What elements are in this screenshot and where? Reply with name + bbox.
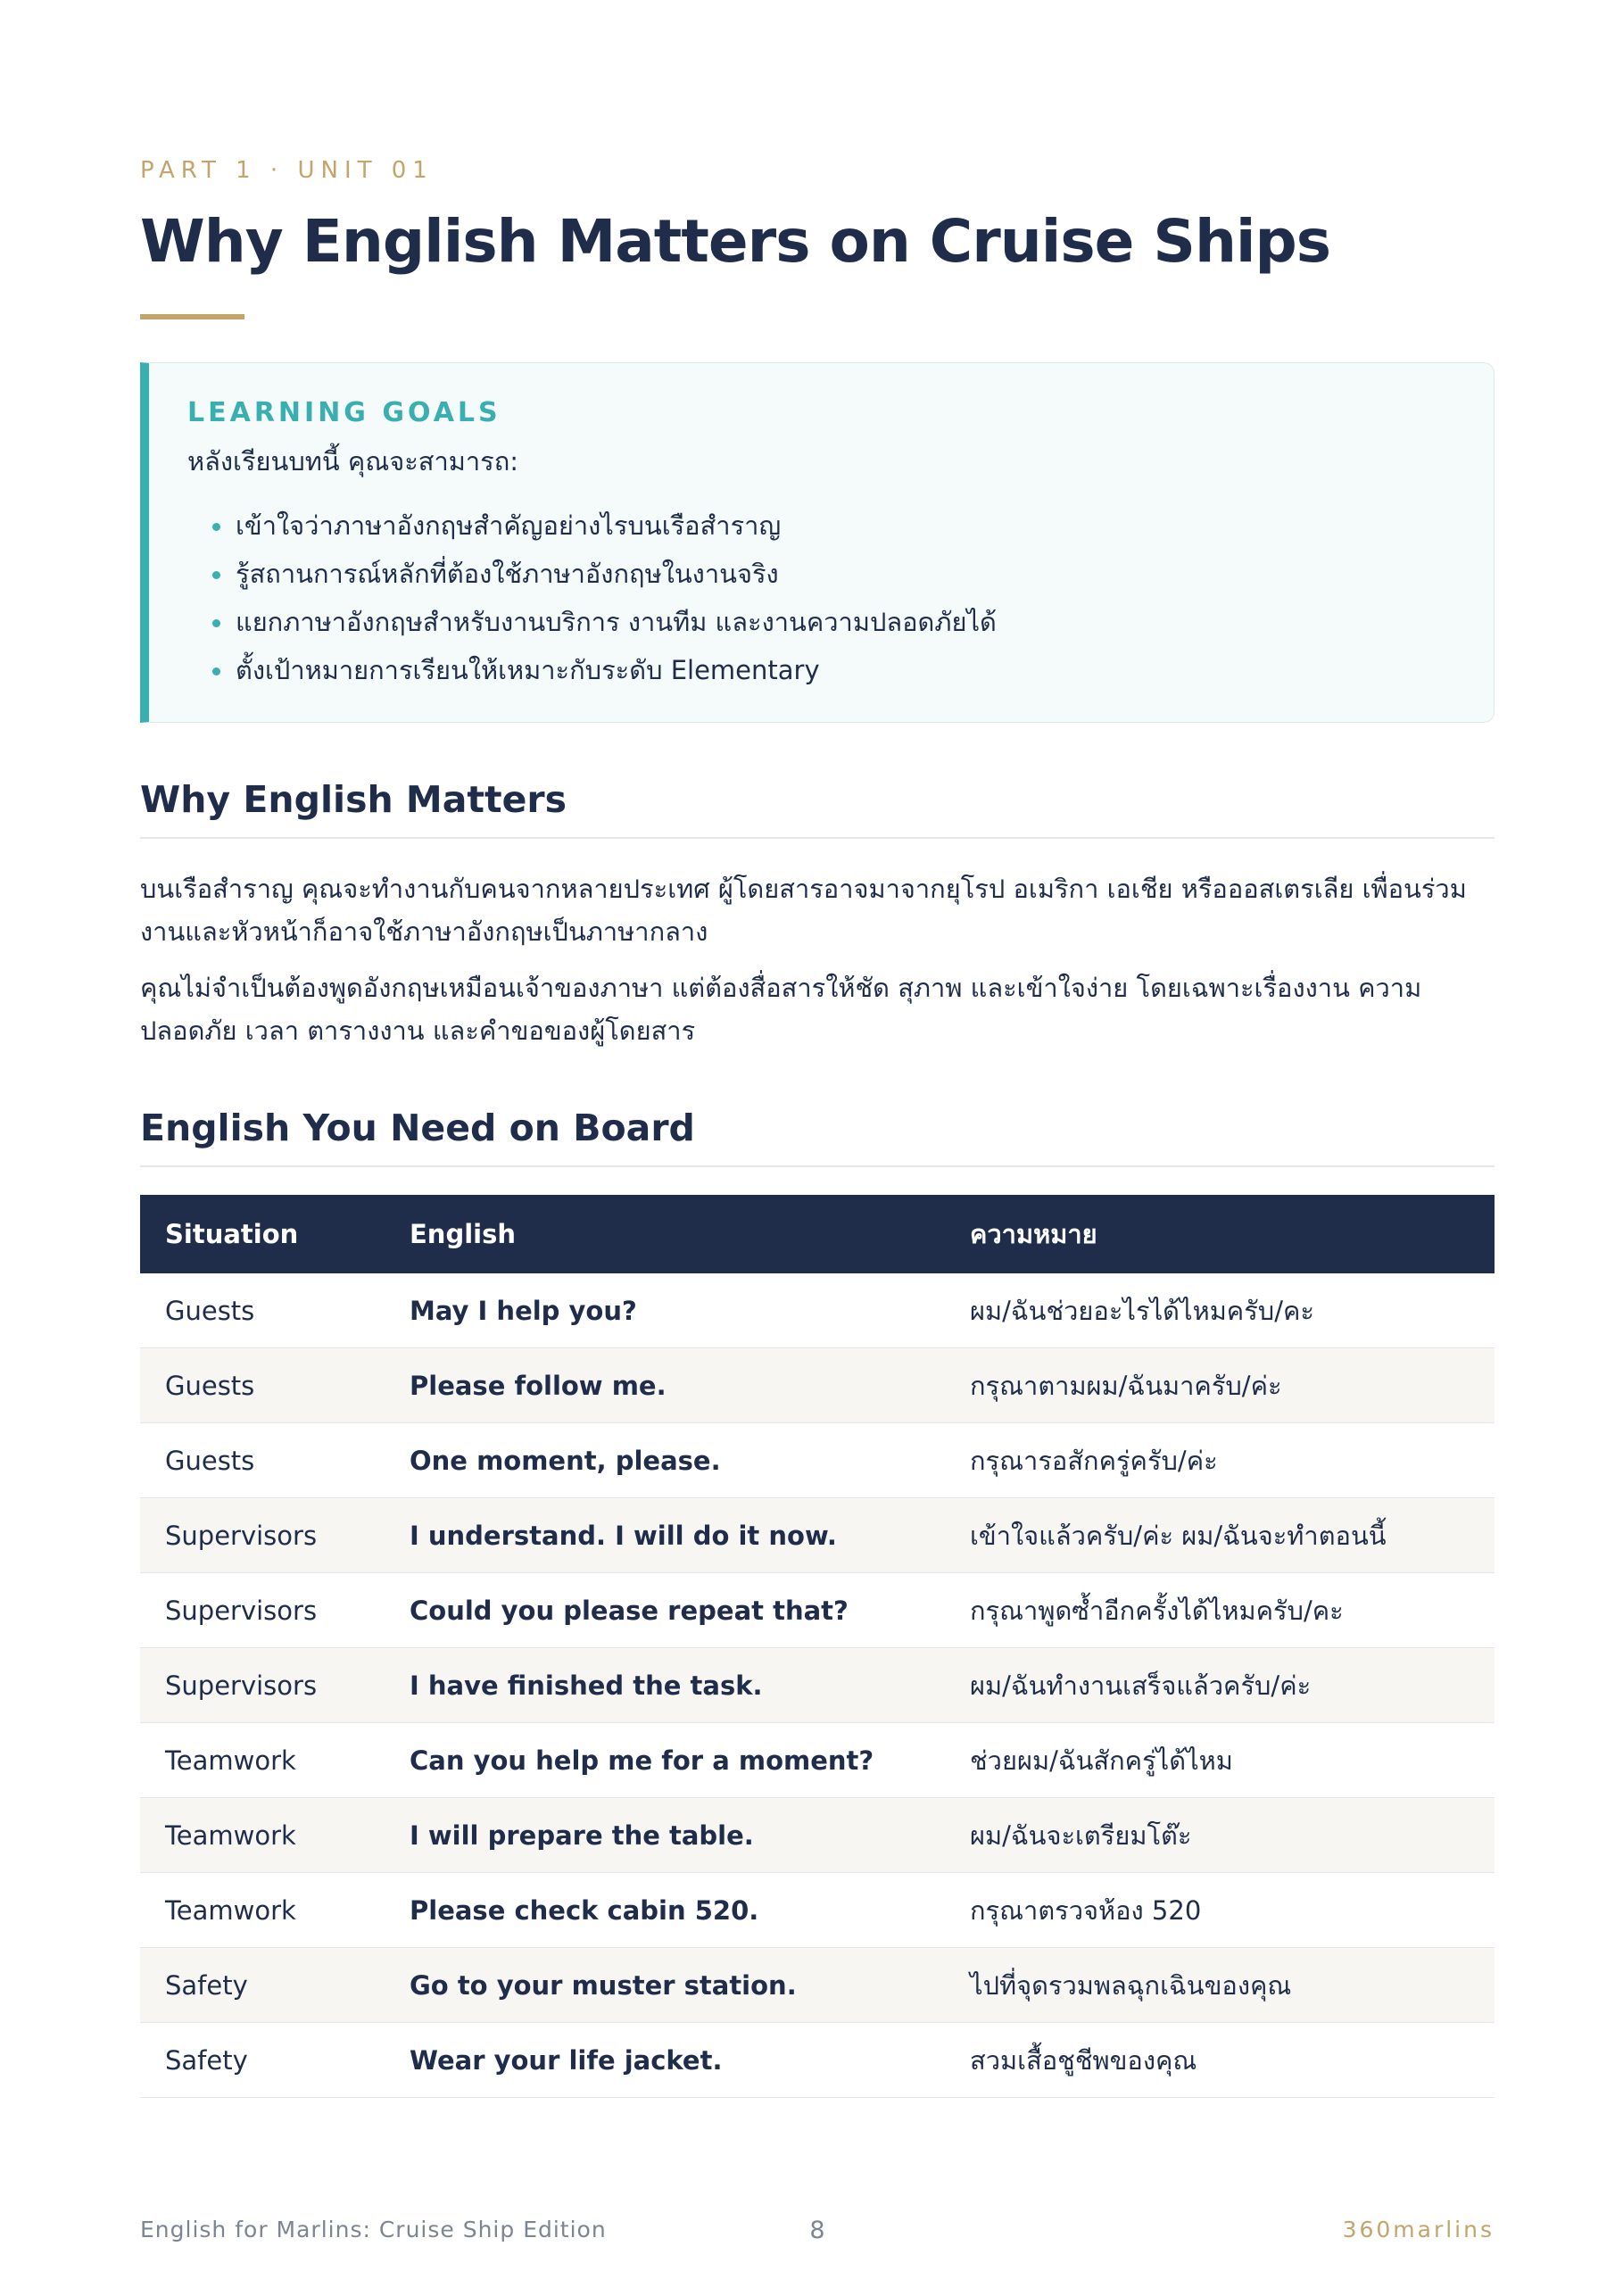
table-row (140, 1873, 1495, 1948)
cell-english: May I help you? (385, 1273, 945, 1348)
cell-situation: Safety (140, 1948, 385, 2023)
cell-meaning: สวมเสื้อชูชีพของคุณ (945, 2023, 1495, 2098)
paragraph: บนเรือสำราญ คุณจะทำงานกับคนจากหลายประเทศ ผู้โดยสารอาจมาจากยุโรป อเมริกา เอเชีย หรือออสเตรเลีย เพื่อนร่วมงานและหัวหน้าก็อาจใช้ภาษาอังกฤษเป็นภาษากลาง (140, 874, 1467, 947)
cell-english: I understand. I will do it now. (385, 1498, 945, 1573)
cell-english: Please follow me. (385, 1348, 945, 1423)
cell-meaning: ช่วยผม/ฉันสักครู่ได้ไหม (945, 1723, 1495, 1798)
table-row (140, 1573, 1495, 1648)
column-header-meaning: ความหมาย (945, 1195, 1495, 1273)
bullet-dot-icon (212, 571, 220, 579)
table-row (140, 1498, 1495, 1573)
table-row (140, 1948, 1495, 2023)
cell-situation: Safety (140, 2023, 385, 2098)
cell-meaning: กรุณารอสักครู่ครับ/ค่ะ (945, 1423, 1495, 1498)
cell-english: Could you please repeat that? (385, 1573, 945, 1648)
page-title: Why English Matters on Cruise Ships (140, 207, 1331, 276)
page-number: 8 (809, 2217, 825, 2244)
cell-english: Go to your muster station. (385, 1948, 945, 2023)
footer-book-title: English for Marlins: Cruise Ship Edition (140, 2217, 607, 2242)
cell-meaning: ผม/ฉันจะเตรียมโต๊ะ (945, 1798, 1495, 1873)
cell-meaning: ผม/ฉันช่วยอะไรได้ไหมครับ/คะ (945, 1273, 1495, 1348)
cell-situation: Teamwork (140, 1873, 385, 1948)
unit-kicker: PART 1 · UNIT 01 (140, 157, 434, 184)
cell-meaning: กรุณาตรวจห้อง 520 (945, 1873, 1495, 1948)
cell-situation: Teamwork (140, 1798, 385, 1873)
section-heading-need: English You Need on Board (140, 1107, 1495, 1167)
cell-situation: Guests (140, 1423, 385, 1498)
column-header-situation: Situation (140, 1195, 385, 1273)
cell-english: Wear your life jacket. (385, 2023, 945, 2098)
learning-goals-list (187, 501, 1494, 694)
cell-meaning: ผม/ฉันทำงานเสร็จแล้วครับ/ค่ะ (945, 1648, 1495, 1723)
learning-goal-item: ตั้งเป้าหมายการเรียนให้เหมาะกับระดับ Elementary (212, 646, 1494, 694)
cell-situation: Teamwork (140, 1723, 385, 1798)
table-row (140, 1273, 1495, 1348)
learning-goal-item: รู้สถานการณ์หลักที่ต้องใช้ภาษาอังกฤษในงานจริง (212, 550, 1494, 598)
phrases-table (140, 1195, 1495, 2098)
cell-meaning: เข้าใจแล้วครับ/ค่ะ ผม/ฉันจะทำตอนนี้ (945, 1498, 1495, 1573)
cell-situation: Guests (140, 1273, 385, 1348)
column-header-english: English (385, 1195, 945, 1273)
table-row (140, 1423, 1495, 1498)
cell-situation: Supervisors (140, 1573, 385, 1648)
cell-english: I will prepare the table. (385, 1798, 945, 1873)
table-row (140, 1648, 1495, 1723)
title-underline (140, 314, 244, 319)
table-header-row (140, 1195, 1495, 1273)
learning-goals-intro: หลังเรียนบทนี้ คุณจะสามารถ: (187, 446, 519, 477)
bullet-dot-icon (212, 523, 220, 531)
cell-english: I have finished the task. (385, 1648, 945, 1723)
table-row (140, 2023, 1495, 2098)
cell-situation: Guests (140, 1348, 385, 1423)
bullet-dot-icon (212, 619, 220, 627)
learning-goal-item: แยกภาษาอังกฤษสำหรับงานบริการ งานทีม และงานความปลอดภัยได้ (212, 598, 1494, 646)
table-body (140, 1273, 1495, 2098)
paragraph: คุณไม่จำเป็นต้องพูดอังกฤษเหมือนเจ้าของภาษา แต่ต้องสื่อสารให้ชัด สุภาพ และเข้าใจง่าย โดยเฉพาะเรื่องงาน ความปลอดภัย เวลา ตารางงาน และคำขอของผู้โดยสาร (140, 973, 1422, 1046)
cell-english: Can you help me for a moment? (385, 1723, 945, 1798)
table-row (140, 1798, 1495, 1873)
learning-goals-box (140, 362, 1495, 723)
bullet-dot-icon (212, 667, 220, 676)
footer-brand: 360marlins (1342, 2217, 1495, 2242)
cell-english: Please check cabin 520. (385, 1873, 945, 1948)
table-row (140, 1348, 1495, 1423)
learning-goal-item: เข้าใจว่าภาษาอังกฤษสำคัญอย่างไรบนเรือสำราญ (212, 501, 1494, 550)
cell-english: One moment, please. (385, 1423, 945, 1498)
cell-meaning: ไปที่จุดรวมพลฉุกเฉินของคุณ (945, 1948, 1495, 2023)
cell-meaning: กรุณาพูดซ้ำอีกครั้งได้ไหมครับ/คะ (945, 1573, 1495, 1648)
table-row (140, 1723, 1495, 1798)
cell-meaning: กรุณาตามผม/ฉันมาครับ/ค่ะ (945, 1348, 1495, 1423)
learning-goals-heading: LEARNING GOALS (187, 397, 501, 428)
cell-situation: Supervisors (140, 1648, 385, 1723)
section-heading-why: Why English Matters (140, 778, 1495, 839)
cell-situation: Supervisors (140, 1498, 385, 1573)
